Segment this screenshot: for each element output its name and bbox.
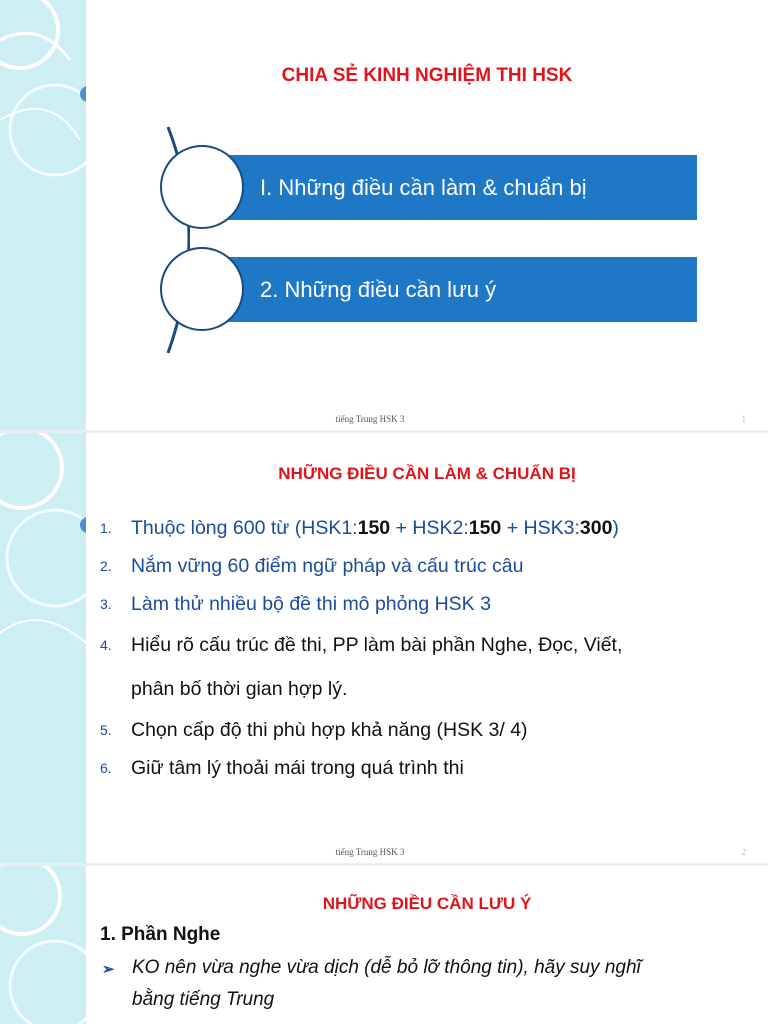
page-number: 1 xyxy=(741,414,746,424)
list-item xyxy=(100,623,760,711)
count-hsk1: 150 xyxy=(357,517,391,539)
decorative-left-panel xyxy=(0,866,86,1024)
list-text: Giữ tâm lý thoải mái trong quá trình thi xyxy=(131,757,464,779)
menu-item-2-circle xyxy=(160,247,244,331)
list-item xyxy=(100,547,760,585)
bullet-arrow-icon: ➢ xyxy=(102,961,115,978)
list-text: Chọn cấp độ thi phù hợp khả năng (HSK 3/ 4) xyxy=(131,719,528,741)
list-item xyxy=(100,711,760,749)
menu-item-1-label: I. Những điều cần làm & chuẩn bị xyxy=(260,175,587,200)
list-text: Hiểu rõ cấu trúc đề thi, PP làm bài phần Nghe, Đọc, Viết, xyxy=(131,634,623,656)
list-text: Làm thử nhiều bộ đề thi mô phỏng HSK 3 xyxy=(131,593,491,615)
list-item xyxy=(100,509,760,547)
slide-footer: tiếng Trung HSK 3 xyxy=(335,847,405,857)
list-text: + HSK2: xyxy=(390,517,469,539)
slide-title: NHỮNG ĐIỀU CẦN LÀM & CHUẨN BỊ xyxy=(278,464,576,483)
list-number: 2. xyxy=(100,558,112,574)
menu-item-1-circle xyxy=(160,145,244,229)
slide-1 xyxy=(0,0,768,430)
list-number: 5. xyxy=(100,722,112,738)
list-number: 3. xyxy=(100,596,112,612)
count-hsk3: 300 xyxy=(579,517,613,539)
list-number: 4. xyxy=(100,637,112,653)
decorative-left-panel xyxy=(0,0,86,430)
list-text: Nắm vững 60 điểm ngữ pháp và cấu trúc câu xyxy=(131,555,524,577)
bullet-text: KO nên vừa nghe vừa dịch (dễ bỏ lỡ thông tin), hãy suy nghĩ xyxy=(132,957,641,978)
count-hsk2: 150 xyxy=(468,517,502,539)
preparation-list xyxy=(100,509,760,787)
list-text: + HSK3: xyxy=(501,517,580,539)
bullet-text-continued: bằng tiếng Trung xyxy=(132,989,275,1010)
slide-2 xyxy=(0,433,768,863)
list-number: 6. xyxy=(100,760,112,776)
list-item xyxy=(100,749,760,787)
slide-title: NHỮNG ĐIỀU CẦN LƯU Ý xyxy=(322,894,532,913)
decorative-left-panel xyxy=(0,433,86,863)
menu-item-1-bar[interactable] xyxy=(200,155,697,220)
list-item xyxy=(100,585,760,623)
list-number: 1. xyxy=(100,520,112,536)
page-number: 2 xyxy=(741,847,746,857)
menu-item-2-bar[interactable] xyxy=(200,257,697,322)
list-text: ) xyxy=(612,517,619,539)
list-text: Thuộc lòng 600 từ (HSK1: xyxy=(131,517,358,539)
slide-footer: tiếng Trung HSK 3 xyxy=(335,414,405,424)
slide-3 xyxy=(0,866,768,1024)
section-heading: 1. Phần Nghe xyxy=(100,924,221,945)
slide-title: CHIA SẺ KINH NGHIỆM THI HSK xyxy=(281,65,573,86)
list-text-continued: phân bố thời gian hợp lý. xyxy=(131,678,348,700)
menu-item-2-label: 2. Những điều cần lưu ý xyxy=(260,277,497,302)
